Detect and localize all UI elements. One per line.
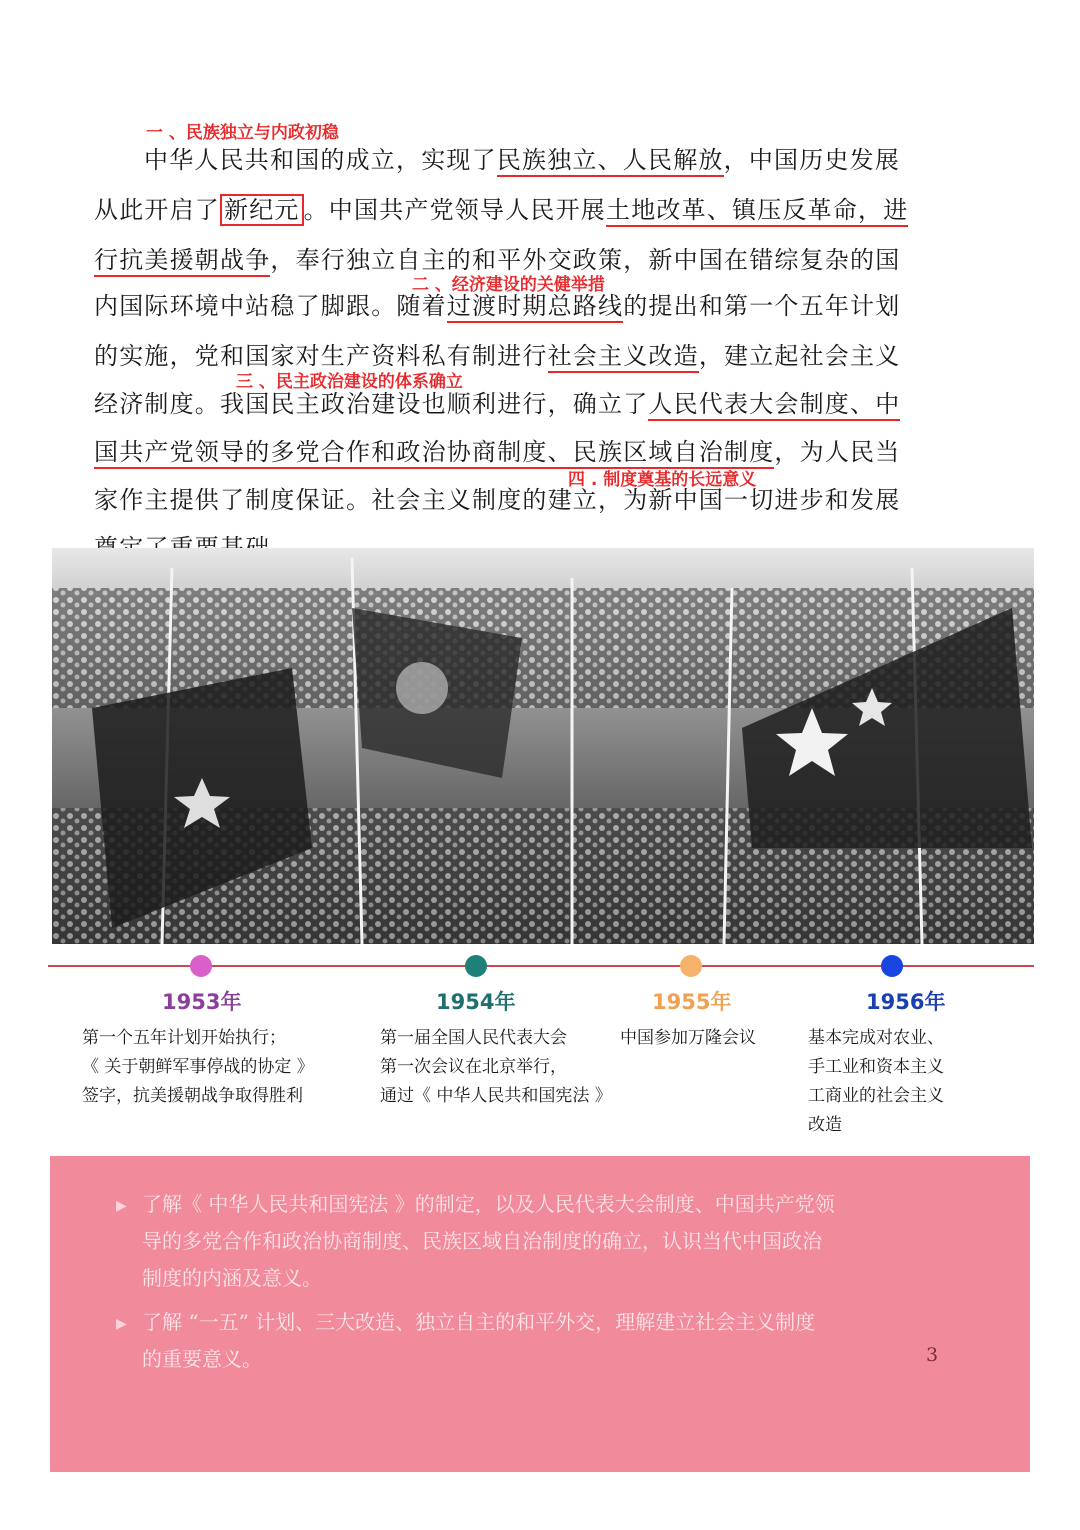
timeline-event-1953 (82, 1024, 314, 1111)
text-span: 中华人民共和国的成立，实现了 (144, 146, 497, 174)
annotation-heading-3: 三 、民主政治建设的体系确立 (236, 372, 463, 392)
timeline-dot-1954 (465, 955, 487, 977)
annotation-heading-1: 一 、民族独立与内政初稳 (146, 123, 339, 143)
timeline-year-1953: 1953年 (162, 990, 242, 1014)
text-span: ，中国历史发展 (723, 146, 901, 174)
timeline-year-1954: 1954年 (436, 990, 516, 1014)
crowd-photo-illustration (52, 548, 1034, 944)
event-line: 签字，抗美援朝战争取得胜利 (82, 1086, 303, 1106)
bullet-arrow-icon: ▶ (116, 1316, 127, 1332)
page-number: 3 (926, 1344, 939, 1366)
timeline-event-1956 (808, 1024, 944, 1140)
highlighted-phrase: 土地改革、镇压反革命，进 (606, 196, 908, 227)
timeline-dot-1955 (680, 955, 702, 977)
timeline-event-1955 (620, 1024, 756, 1053)
highlighted-phrase: 过渡时期总路线 (447, 292, 623, 323)
highlighted-phrase: 国共产党领导的多党合作和政治协商制度、民族区域自治制度 (94, 438, 774, 469)
bullet-arrow-icon: ▶ (116, 1198, 127, 1214)
highlighted-phrase: 社会主义改造 (548, 342, 699, 373)
boxed-phrase: 新纪元 (220, 194, 304, 226)
annotation-heading-2: 二 、经济建设的关健举措 (412, 275, 605, 295)
objective-line: 的重要意义。 (142, 1347, 262, 1371)
text-span: 经济制度。我国民主政治建设也顺利进行，确立了 (94, 390, 649, 418)
paragraph-line-7 (94, 432, 900, 472)
timeline-dot-1956 (881, 955, 903, 977)
historical-crowd-photo (52, 548, 1034, 944)
event-line: 第一次会议在北京举行， (380, 1057, 567, 1077)
highlighted-phrase: 人民代表大会制度、中 (648, 390, 900, 421)
text-span: 。中国共产党领导人民开展 (303, 196, 607, 224)
event-line: 第一届全国人民代表大会 (380, 1028, 567, 1048)
timeline-dot-1953 (190, 955, 212, 977)
event-line: 工商业的社会主义 (808, 1086, 944, 1106)
annotation-heading-4: 四 . 制度奠基的长远意义 (568, 470, 757, 490)
paragraph-line-4 (94, 286, 900, 326)
event-line: 中国参加万隆会议 (620, 1028, 756, 1048)
objective-line: 了解 “一五” 计划、三大改造、独立自主的和平外交，理解建立社会主义制度 (142, 1310, 816, 1334)
paragraph-line-5 (94, 336, 900, 376)
paragraph-line-6 (94, 384, 900, 424)
paragraph-line-3 (94, 240, 900, 280)
text-span: 的实施，党和国家对生产资料私有制进行 (94, 342, 548, 370)
learning-objectives-box (50, 1156, 1030, 1472)
text-span: ，建立起社会主义 (698, 342, 901, 370)
event-line: 手工业和资本主义 (808, 1057, 944, 1077)
objective-line: 制度的内涵及意义。 (142, 1266, 322, 1290)
text-span: 家作主提供了制度保证。社会主义制度的建立，为新中国一切进步和发展 (94, 486, 901, 514)
text-span: ，奉行独立自主的和平外交政策，新中国在错综复杂的国 (270, 246, 901, 274)
event-line: 基本完成对农业、 (808, 1028, 944, 1048)
timeline-year-1956: 1956年 (866, 990, 946, 1014)
highlighted-phrase: 行抗美援朝战争 (94, 246, 270, 277)
objective-item-2 (142, 1304, 1022, 1378)
timeline-year-1955: 1955年 (652, 990, 732, 1014)
objective-line: 了解《 中华人民共和国宪法 》的制定，以及人民代表大会制度、中国共产党领 (142, 1192, 835, 1216)
text-span: 从此开启了 (94, 196, 220, 224)
paragraph-line-8 (94, 480, 900, 520)
event-line: 通过《 中华人民共和国宪法 》 (380, 1086, 612, 1106)
event-line: 《 关于朝鲜军事停战的协定 》 (82, 1057, 314, 1077)
text-span: 内国际环境中站稳了脚跟。随着 (94, 292, 447, 320)
paragraph-line-1 (144, 140, 900, 180)
text-span: 的提出和第一个五年计划 (623, 292, 901, 320)
event-line: 改造 (808, 1115, 842, 1135)
highlighted-phrase: 民族独立、人民解放 (497, 146, 724, 177)
text-span: ，为人民当 (774, 438, 901, 466)
paragraph-line-2 (94, 190, 908, 230)
event-line: 第一个五年计划开始执行； (82, 1028, 286, 1048)
timeline-event-1954 (380, 1024, 612, 1111)
objective-line: 导的多党合作和政治协商制度、民族区域自治制度的确立，认识当代中国政治 (142, 1229, 822, 1253)
objective-item-1 (142, 1186, 1022, 1297)
